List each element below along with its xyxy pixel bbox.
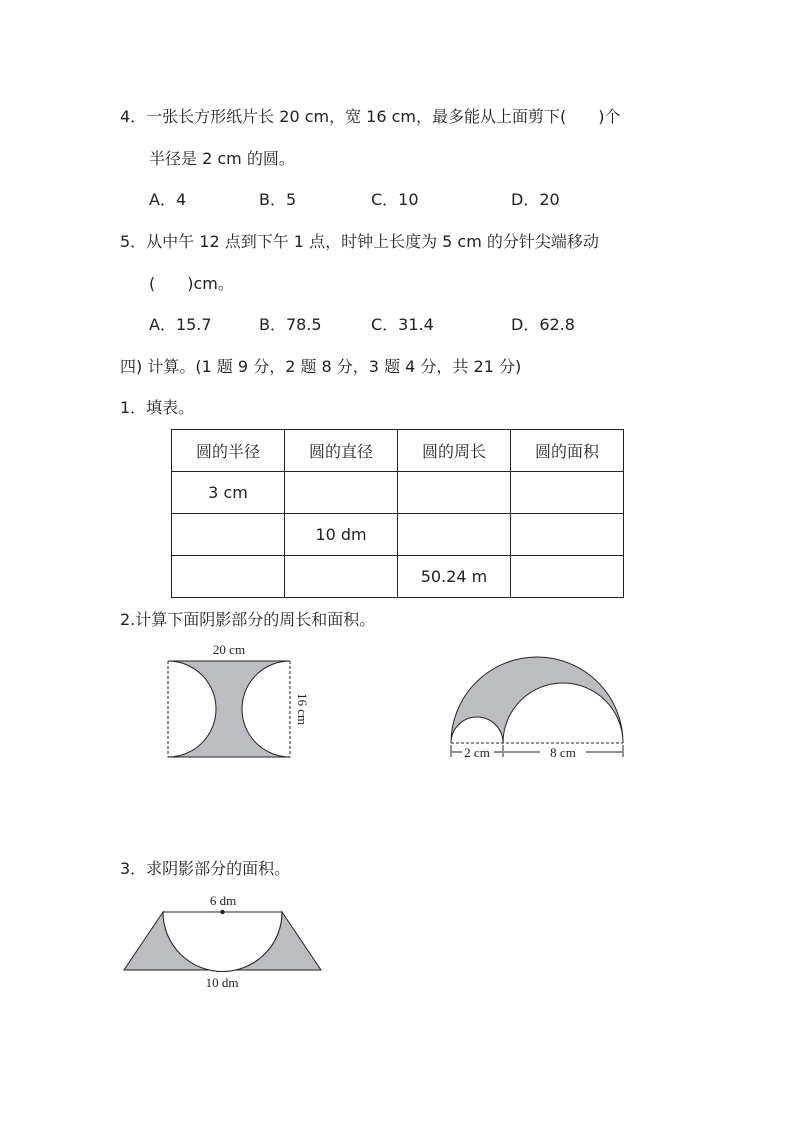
q5-line2: ( )cm。 <box>149 274 234 293</box>
header-cell: 圆的直径 <box>285 430 398 472</box>
q4-option-d: D．20 <box>511 190 560 209</box>
q5-option-c: C．31.4 <box>371 315 434 334</box>
figure-trapezoid <box>124 893 321 990</box>
q4-line1: 4．一张长方形纸片长 20 cm，宽 16 cm，最多能从上面剪下( )个 <box>120 107 621 126</box>
figure-semicircles <box>451 657 623 760</box>
fig1-width-label: 20 cm <box>212 642 246 657</box>
q5-option-a: A．15.7 <box>149 315 212 334</box>
q4-option-a: A．4 <box>149 190 187 209</box>
header-cell: 圆的面积 <box>511 430 624 472</box>
p3-title: 3．求阴影部分的面积。 <box>120 859 291 878</box>
q4-option-c: C．10 <box>371 190 419 209</box>
p1-title: 1．填表。 <box>120 398 195 417</box>
p2-title: 2.计算下面阴影部分的周长和面积。 <box>120 610 376 629</box>
fig1-height-label: 16 cm <box>295 692 310 726</box>
q4-line2: 半径是 2 cm 的圆。 <box>149 149 295 168</box>
header-cell: 圆的周长 <box>398 430 511 472</box>
fig2-left-label: 2 cm <box>464 745 490 760</box>
fig2-right-label: 8 cm <box>550 745 576 760</box>
cell: 10 dm <box>285 514 398 556</box>
cell: 3 cm <box>172 472 285 514</box>
q4-option-b: B．5 <box>259 190 297 209</box>
q5-line1: 5．从中午 12 点到下午 1 点，时钟上长度为 5 cm 的分针尖端移动 <box>120 232 599 251</box>
fig3-top-label: 6 dm <box>209 893 237 908</box>
section-title: 四) 计算。(1 题 9 分，2 题 8 分，3 题 4 分，共 21 分) <box>120 357 522 376</box>
cell: 50.24 m <box>398 556 511 598</box>
header-cell: 圆的半径 <box>172 430 285 472</box>
fig3-bottom-label: 10 dm <box>205 975 239 990</box>
q5-option-d: D．62.8 <box>511 315 575 334</box>
figure-rectangle-arcs <box>168 642 310 757</box>
q5-option-b: B．78.5 <box>259 315 322 334</box>
